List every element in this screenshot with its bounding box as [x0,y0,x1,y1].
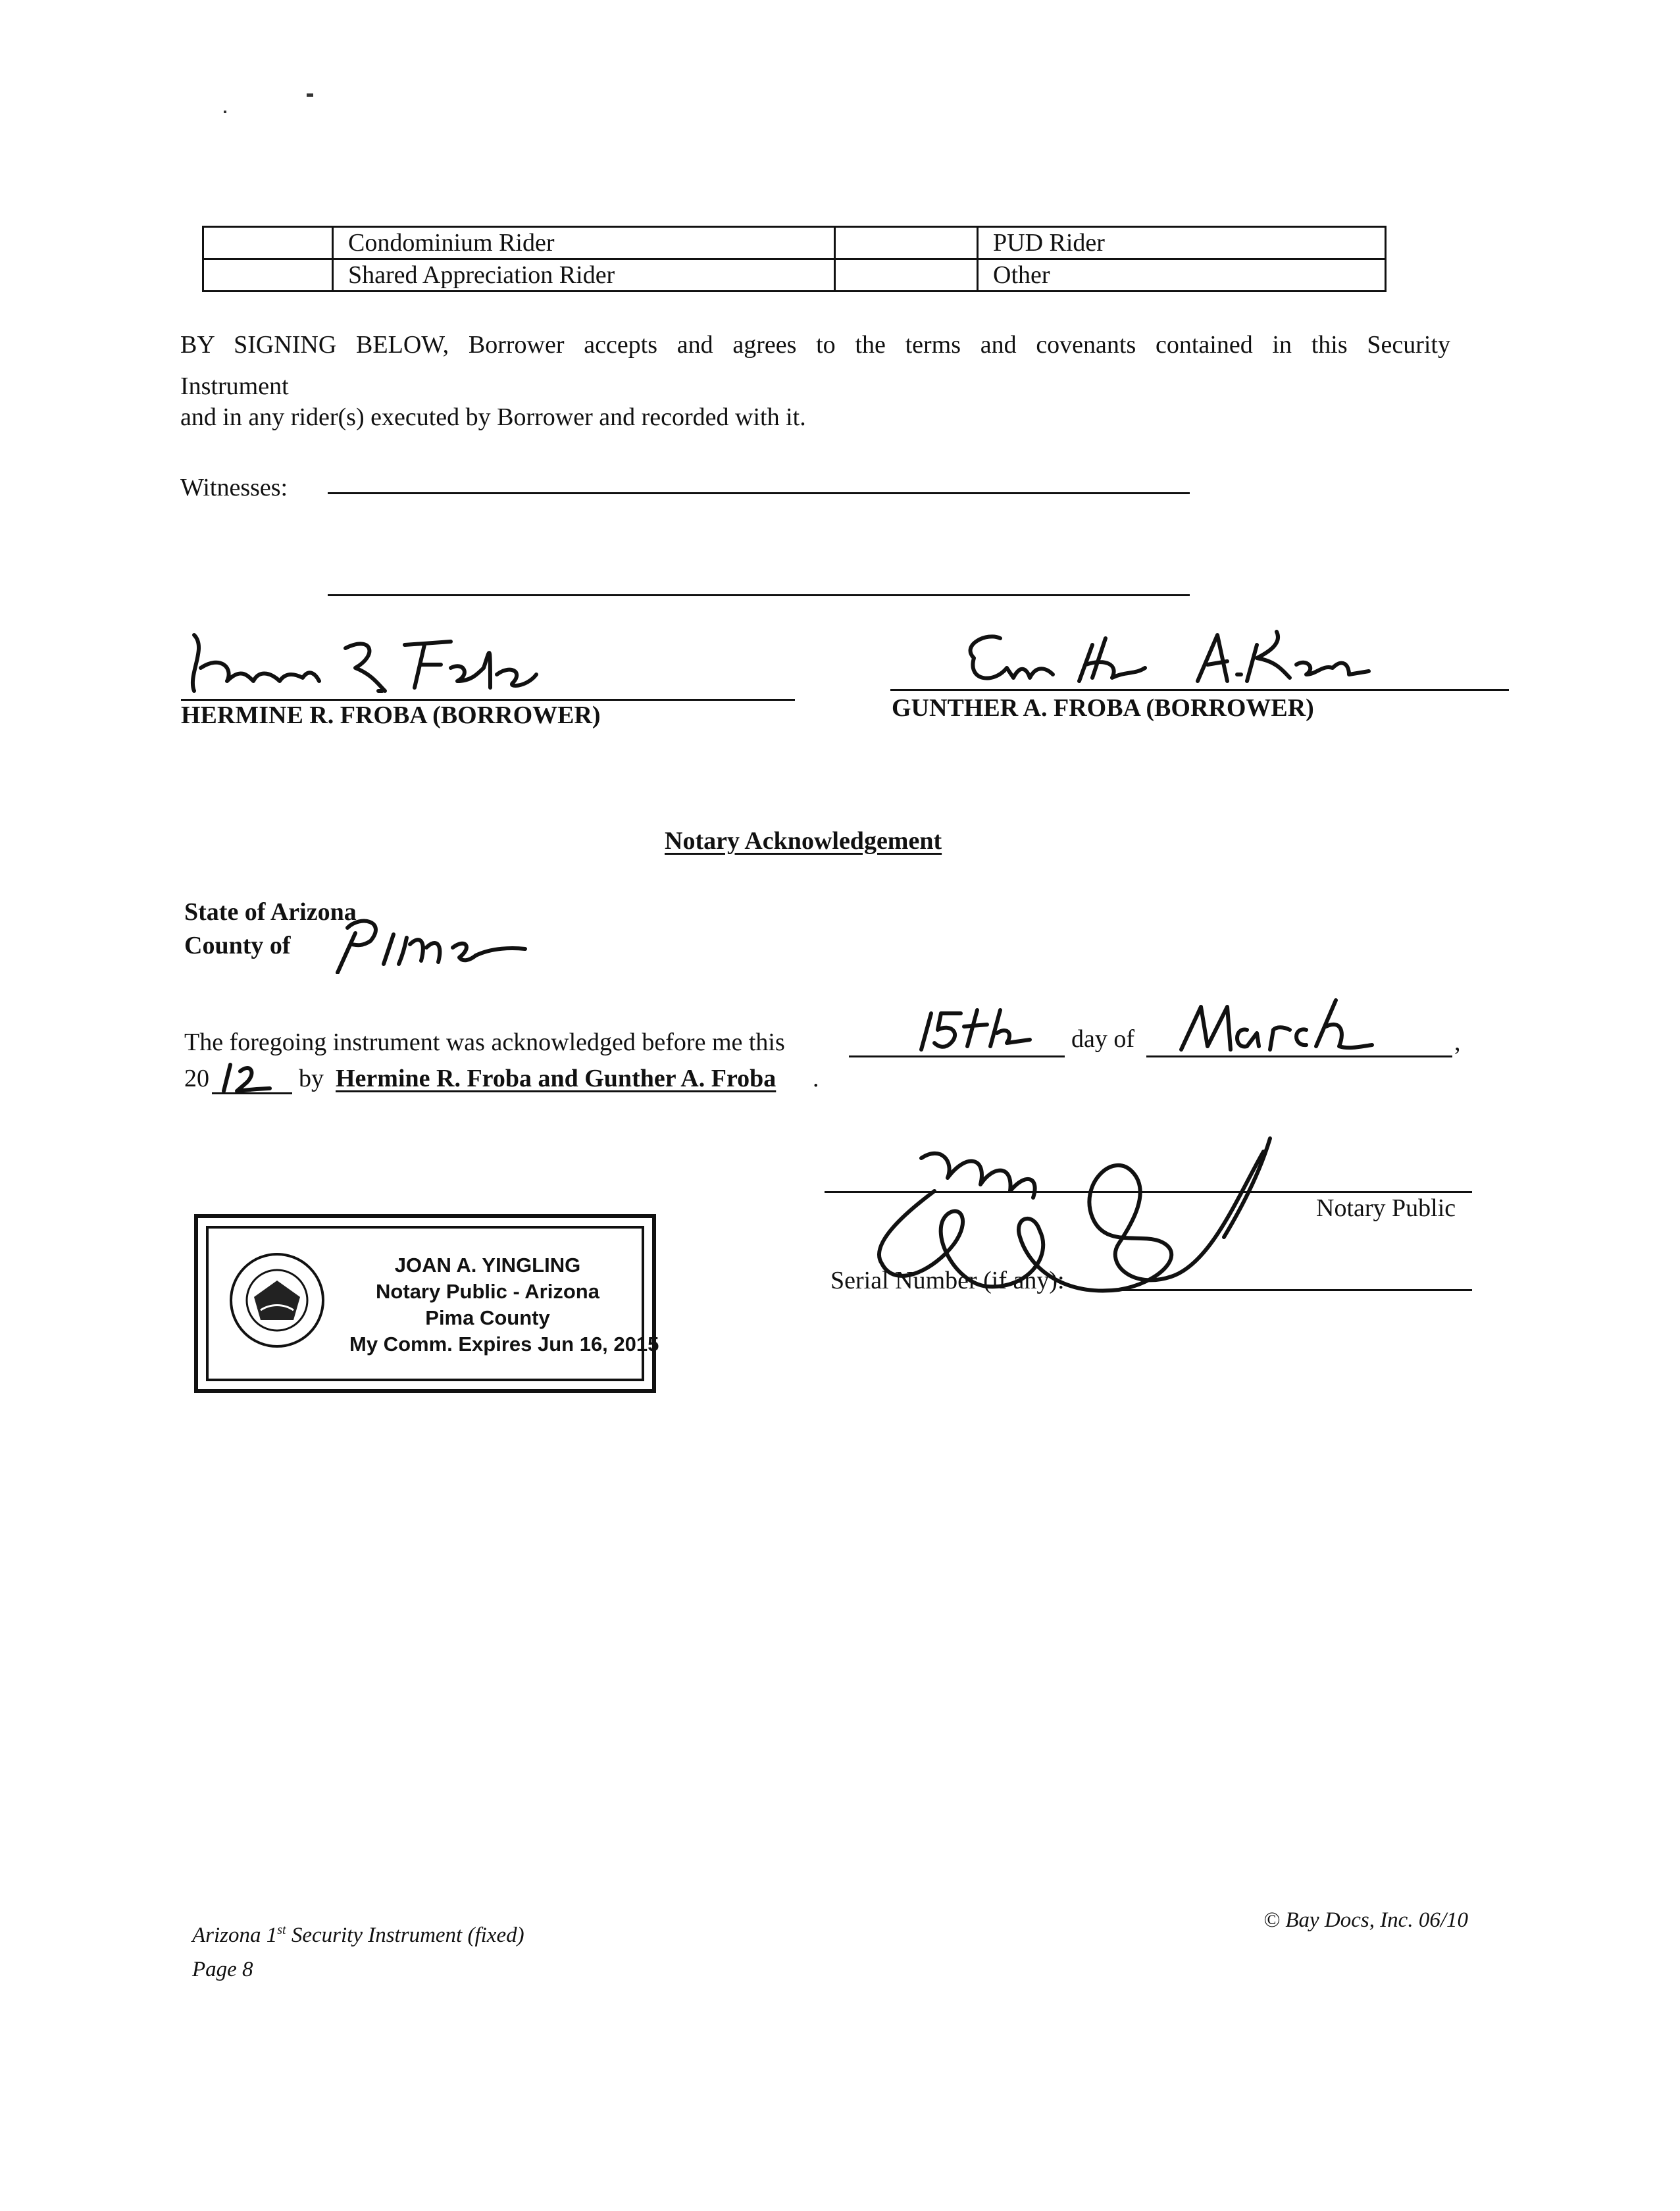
signing-paragraph-line: Instrument [180,372,289,400]
county-value-handwritten [321,908,532,974]
rider-label: Condominium Rider [333,227,835,259]
notary-signature [855,1099,1290,1316]
borrower-2-signature-line [890,689,1509,691]
witnesses-label: Witnesses: [180,474,288,501]
rider-label: Other [978,259,1386,292]
stamp-notary-name: JOAN A. YINGLING [394,1254,581,1277]
table-row [203,227,1386,259]
rider-table [202,226,1387,292]
acknowledgement-text: The foregoing instrument was acknowledged before me this [184,1029,785,1056]
state-label: State of Arizona [184,898,357,926]
by-text: by [299,1065,324,1092]
footer-form-name: Arizona 1st Security Instrument (fixed) [192,1923,524,1947]
month-comma: , [1454,1029,1461,1056]
notary-public-label: Notary Public [1316,1194,1456,1222]
borrower-2-name: GUNTHER A. FROBA (BORROWER) [892,694,1314,722]
serial-number-label: Serial Number (if any): [830,1267,1065,1294]
witness-signature-line [328,492,1190,494]
scan-mark [224,111,226,113]
rider-checkbox-cell [835,227,978,259]
footer-page-number: Page 8 [192,1958,253,1981]
year-prefix: 20 [184,1065,209,1092]
stamp-text-block [349,1252,659,1358]
rider-label: Shared Appreciation Rider [333,259,835,292]
table-row [203,259,1386,292]
acknowledged-names: Hermine R. Froba and Gunther A. Froba [336,1065,776,1092]
borrower-2-signature [948,619,1408,704]
stamp-notary-title: Notary Public - Arizona [376,1280,599,1303]
year-value-handwritten [217,1059,296,1096]
borrower-1-name: HERMINE R. FROBA (BORROWER) [181,701,601,729]
arizona-seal-icon [228,1251,326,1350]
signing-paragraph-line: and in any rider(s) executed by Borrower and recorded with it. [180,403,806,431]
rider-checkbox-cell [835,259,978,292]
county-label: County of [184,932,291,959]
notary-heading: Notary Acknowledgement [665,827,942,855]
day-of-label: day of [1071,1025,1135,1053]
notary-stamp [194,1214,659,1393]
signing-paragraph-line: BY SIGNING BELOW, Borrower accepts and agrees to the terms and covenants contained in this Security [180,331,1450,359]
day-value-handwritten [915,1004,1046,1056]
stamp-county: Pima County [425,1306,550,1329]
borrower-1-signature-line [181,699,795,701]
rider-label: PUD Rider [978,227,1386,259]
stamp-commission-expiry: My Comm. Expires Jun 16, 2015 [349,1333,659,1356]
rider-checkbox-cell [203,259,333,292]
witness-signature-line [328,594,1190,596]
month-value-handwritten [1175,994,1379,1059]
scan-mark [307,93,313,97]
footer-copyright: © Bay Docs, Inc. 06/10 [1263,1908,1469,1932]
names-period: . [813,1065,819,1092]
rider-checkbox-cell [203,227,333,259]
borrower-1-signature [181,628,549,707]
